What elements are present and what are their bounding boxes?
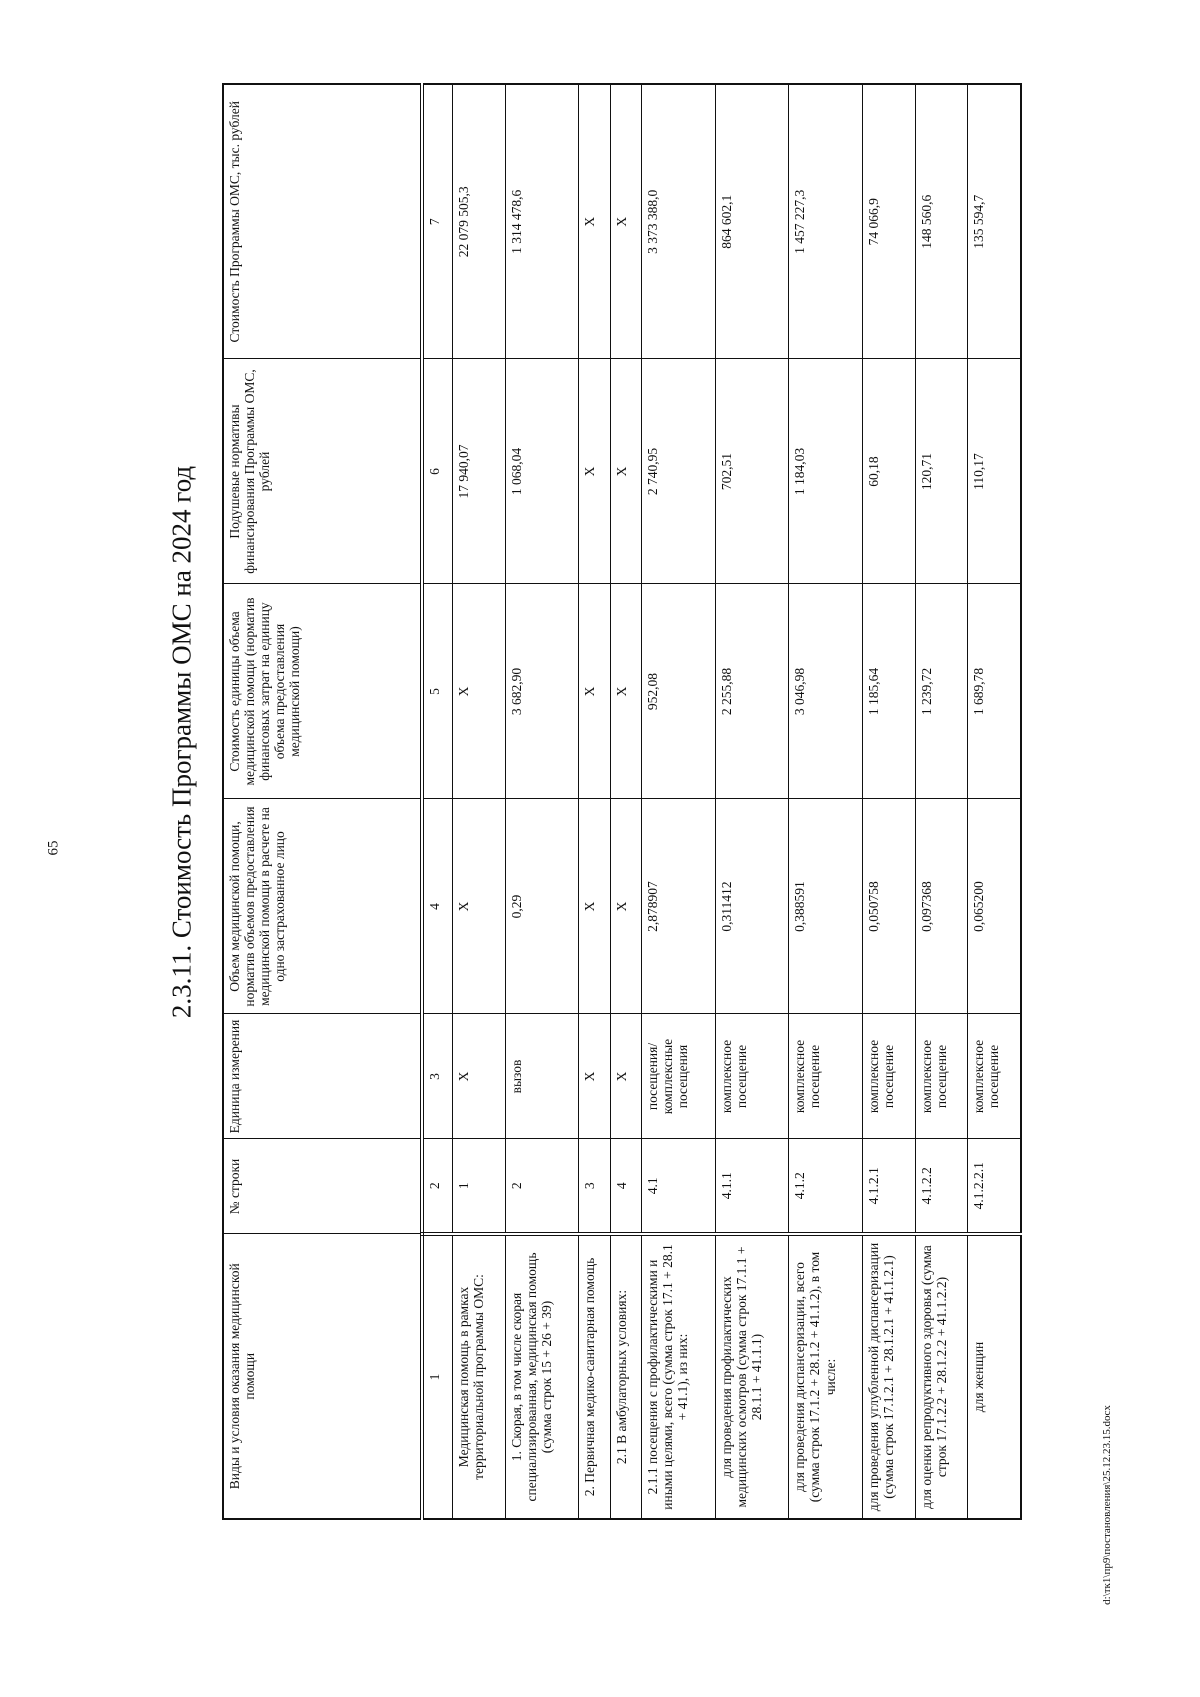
row-total: 74 066,9	[863, 84, 916, 359]
row-name: для оценки репродуктивного здоровья (сумма строк 17.1.2.2 + 28.1.2.2 + 41.1.2.2)	[915, 1234, 968, 1519]
column-number: 4	[422, 799, 453, 1014]
table-row	[915, 84, 968, 1519]
header-cell: Стоимость единицы объема медицинской помощи (норматив финансовых затрат на единицу объема предоставления медицинской помощи)	[223, 584, 422, 799]
row-name: для проведения профилактических медицинских осмотров (сумма строк 17.1.1 + 28.1.1 + 41.1.1)	[715, 1234, 789, 1519]
row-unit-cost: 1 239,72	[915, 584, 968, 799]
row-line-number: 2	[505, 1139, 579, 1234]
row-unit-cost: X	[610, 584, 641, 799]
row-per-capita: 17 940,07	[453, 359, 506, 584]
header-cell: Виды и условия оказания медицинской помощи	[223, 1234, 422, 1519]
row-unit: комплексное посещение	[789, 1014, 863, 1139]
table-row	[641, 84, 715, 1519]
table-container	[222, 85, 1022, 1520]
row-per-capita: 60,18	[863, 359, 916, 584]
row-total: X	[579, 84, 610, 359]
header-cell: Стоимость Программы ОМС, тыс. рублей	[223, 84, 422, 359]
table-row	[453, 84, 506, 1519]
table-row	[715, 84, 789, 1519]
column-number: 6	[422, 359, 453, 584]
row-line-number: 1	[453, 1139, 506, 1234]
row-name: для женщин	[968, 1234, 1021, 1519]
row-unit: вызов	[505, 1014, 579, 1139]
row-volume: 0,097368	[915, 799, 968, 1014]
row-unit: посещения/ комплексные посещения	[641, 1014, 715, 1139]
row-unit: комплексное посещение	[715, 1014, 789, 1139]
row-line-number: 4.1.2	[789, 1139, 863, 1234]
row-volume: X	[610, 799, 641, 1014]
row-volume: 0,29	[505, 799, 579, 1014]
row-total: X	[610, 84, 641, 359]
row-total: 864 602,1	[715, 84, 789, 359]
row-per-capita: 1 068,04	[505, 359, 579, 584]
row-name: 2.1 В амбулаторных условиях:	[610, 1234, 641, 1519]
rotated-table	[222, 85, 1022, 1520]
row-unit: комплексное посещение	[915, 1014, 968, 1139]
header-row	[223, 84, 422, 1519]
table-row	[968, 84, 1021, 1519]
row-name: 2. Первичная медико-санитарная помощь	[579, 1234, 610, 1519]
row-name: для проведения углубленной диспансеризации (сумма строк 17.1.2.1 + 28.1.2.1 + 41.1.2.1)	[863, 1234, 916, 1519]
row-volume: X	[579, 799, 610, 1014]
row-total: 135 594,7	[968, 84, 1021, 359]
row-unit-cost: 2 255,88	[715, 584, 789, 799]
row-per-capita: X	[579, 359, 610, 584]
column-number: 5	[422, 584, 453, 799]
column-number-row	[422, 84, 453, 1519]
row-unit-cost: 952,08	[641, 584, 715, 799]
row-unit-cost: 1 689,78	[968, 584, 1021, 799]
row-volume: 0,050758	[863, 799, 916, 1014]
footer-file-path: d:\тк1\пр9\постановления\25.12.23.15.docx	[1101, 1405, 1113, 1605]
row-per-capita: 120,71	[915, 359, 968, 584]
row-total: 1 457 227,3	[789, 84, 863, 359]
page-title: 2.3.11. Стоимость Программы ОМС на 2024 год	[166, 465, 197, 1019]
row-volume: 2,878907	[641, 799, 715, 1014]
row-per-capita: 2 740,95	[641, 359, 715, 584]
row-unit: комплексное посещение	[863, 1014, 916, 1139]
row-per-capita: 110,17	[968, 359, 1021, 584]
row-total: 22 079 505,3	[453, 84, 506, 359]
header-cell: № строки	[223, 1139, 422, 1234]
header-cell: Единица измерения	[223, 1014, 422, 1139]
row-name: для проведения диспансеризации, всего (сумма строк 17.1.2 + 28.1.2 + 41.1.2), в том числе:	[789, 1234, 863, 1519]
row-name: 1. Скорая, в том числе скорая специализированная, медицинская помощь (сумма строк 15 + 26 + 39)	[505, 1234, 579, 1519]
row-unit: комплексное посещение	[968, 1014, 1021, 1139]
row-unit: X	[453, 1014, 506, 1139]
row-unit-cost: 1 185,64	[863, 584, 916, 799]
column-number: 7	[422, 84, 453, 359]
table-row	[579, 84, 610, 1519]
row-line-number: 4.1.2.2	[915, 1139, 968, 1234]
row-name: 2.1.1 посещения с профилактическими и иными целями, всего (сумма строк 17.1 + 28.1 + 41.1), из них:	[641, 1234, 715, 1519]
row-unit-cost: X	[579, 584, 610, 799]
row-volume: 0,311412	[715, 799, 789, 1014]
row-unit: X	[579, 1014, 610, 1139]
row-unit: X	[610, 1014, 641, 1139]
header-cell: Объем медицинской помощи, норматив объемов предоставления медицинской помощи в расчете на одно застрахованное лицо	[223, 799, 422, 1014]
row-total: 148 560,6	[915, 84, 968, 359]
page-number: 65	[45, 840, 62, 856]
column-number: 3	[422, 1014, 453, 1139]
row-unit-cost: X	[453, 584, 506, 799]
row-per-capita: 702,51	[715, 359, 789, 584]
row-line-number: 3	[579, 1139, 610, 1234]
row-volume: X	[453, 799, 506, 1014]
row-line-number: 4.1	[641, 1139, 715, 1234]
table-row	[610, 84, 641, 1519]
row-volume: 0,388591	[789, 799, 863, 1014]
row-unit-cost: 3 682,90	[505, 584, 579, 799]
row-per-capita: X	[610, 359, 641, 584]
header-cell: Подушевые нормативы финансирования Программы ОМС, рублей	[223, 359, 422, 584]
row-volume: 0,065200	[968, 799, 1021, 1014]
column-number: 1	[422, 1234, 453, 1519]
column-number: 2	[422, 1139, 453, 1234]
row-line-number: 4.1.1	[715, 1139, 789, 1234]
cost-table	[222, 83, 1022, 1520]
table-row	[505, 84, 579, 1519]
table-row	[789, 84, 863, 1519]
row-total: 3 373 388,0	[641, 84, 715, 359]
row-line-number: 4.1.2.1	[863, 1139, 916, 1234]
table-row	[863, 84, 916, 1519]
row-name: Медицинская помощь в рамках территориальной программы ОМС:	[453, 1234, 506, 1519]
row-line-number: 4.1.2.2.1	[968, 1139, 1021, 1234]
row-unit-cost: 3 046,98	[789, 584, 863, 799]
row-total: 1 314 478,6	[505, 84, 579, 359]
row-line-number: 4	[610, 1139, 641, 1234]
row-per-capita: 1 184,03	[789, 359, 863, 584]
